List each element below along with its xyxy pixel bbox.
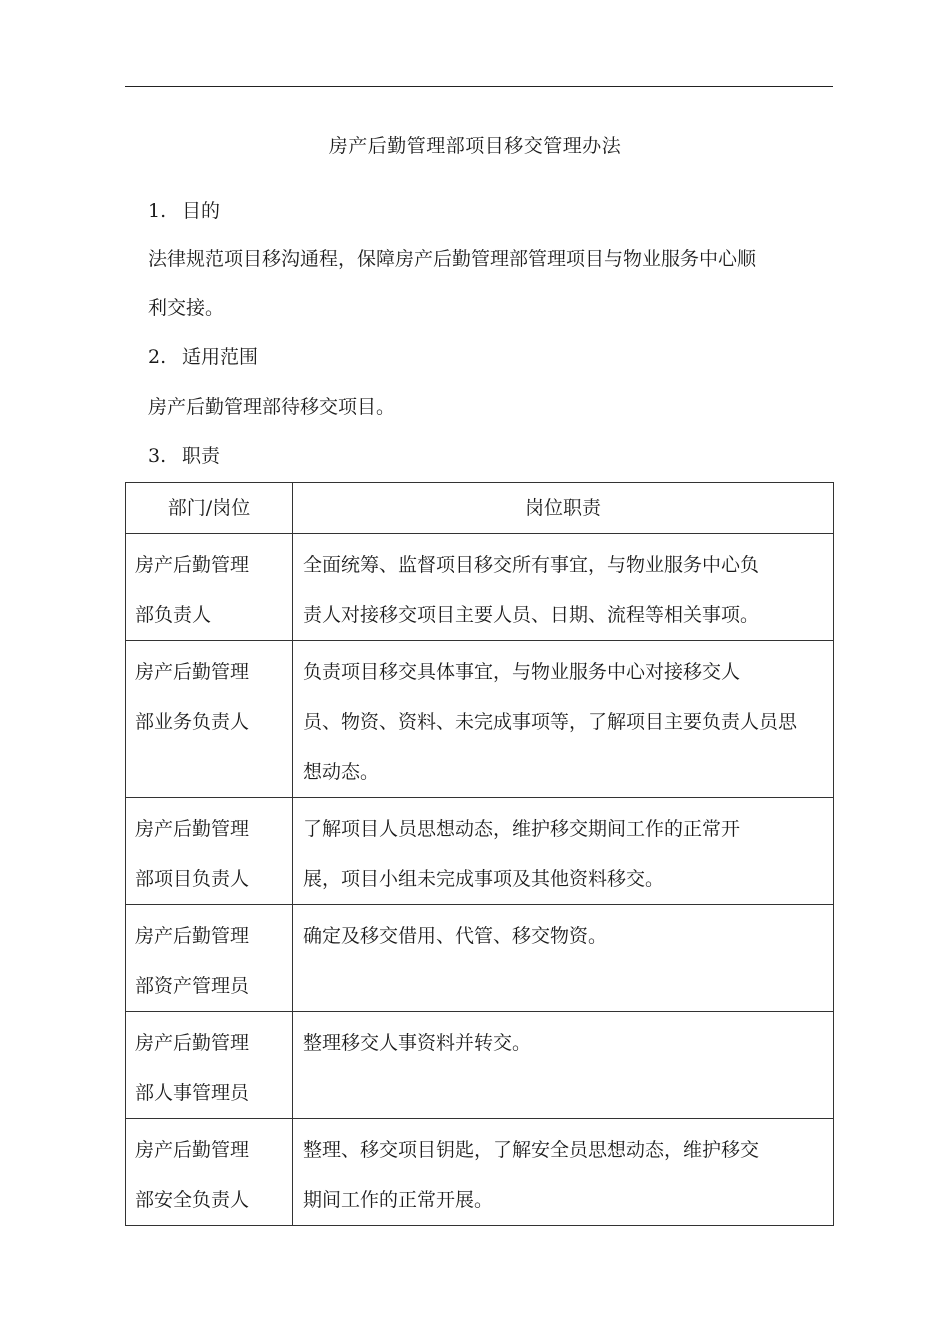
duty-text: 整理、移交项目钥匙，了解安全员思想动态，维护移交 xyxy=(303,1139,760,1161)
header-rule xyxy=(125,86,833,87)
section-2-title: 适用范围 xyxy=(182,346,259,368)
dept-cell xyxy=(126,1012,293,1119)
table-row xyxy=(126,905,834,1012)
duty-text: 想动态。 xyxy=(303,761,380,783)
dept-text: 房产后勤管理 xyxy=(135,554,250,576)
duty-text: 了解项目人员思想动态，维护移交期间工作的正常开 xyxy=(303,818,741,840)
table-row xyxy=(126,534,834,641)
dept-text: 房产后勤管理 xyxy=(135,661,250,683)
section-1-number: 1. xyxy=(148,200,167,222)
document-title: 房产后勤管理部项目移交管理办法 xyxy=(328,135,622,157)
dept-text: 部资产管理员 xyxy=(135,975,250,997)
section-3-title: 职责 xyxy=(182,445,221,467)
table-header-dept: 部门/岗位 xyxy=(126,483,293,534)
section-1-body-line-1: 法律规范项目移沟通程，保障房产后勤管理部管理项目与物业服务中心顺 xyxy=(148,248,757,270)
dept-text: 房产后勤管理 xyxy=(135,925,250,947)
section-1-body-line-2: 利交接。 xyxy=(148,297,225,319)
table-header-row xyxy=(126,483,834,534)
dept-cell xyxy=(126,641,293,798)
dept-text: 房产后勤管理 xyxy=(135,1139,250,1161)
duty-text: 全面统筹、监督项目移交所有事宜，与物业服务中心负 xyxy=(303,554,760,576)
dept-cell xyxy=(126,1119,293,1226)
duty-text: 负责项目移交具体事宜，与物业服务中心对接移交人 xyxy=(303,661,741,683)
section-3-number: 3. xyxy=(148,445,167,467)
table-row xyxy=(126,1012,834,1119)
section-1-heading xyxy=(148,198,220,224)
duty-cell xyxy=(293,905,834,1012)
duty-text: 期间工作的正常开展。 xyxy=(303,1189,494,1211)
duty-cell xyxy=(293,1012,834,1119)
duty-cell xyxy=(293,1119,834,1226)
section-2-number: 2. xyxy=(148,346,167,368)
duty-text: 责人对接移交项目主要人员、日期、流程等相关事项。 xyxy=(303,604,760,626)
dept-text: 部负责人 xyxy=(135,604,212,626)
dept-text: 部安全负责人 xyxy=(135,1189,250,1211)
section-3-heading xyxy=(148,443,220,469)
dept-text: 部人事管理员 xyxy=(135,1082,250,1104)
dept-cell xyxy=(126,905,293,1012)
section-2-heading xyxy=(148,344,258,370)
dept-cell xyxy=(126,798,293,905)
table-row xyxy=(126,641,834,798)
section-2-body: 房产后勤管理部待移交项目。 xyxy=(148,396,396,418)
table-row xyxy=(126,1119,834,1226)
dept-text: 房产后勤管理 xyxy=(135,818,250,840)
dept-text: 部项目负责人 xyxy=(135,868,250,890)
duty-cell xyxy=(293,641,834,798)
table-header-duty: 岗位职责 xyxy=(293,483,834,534)
section-1-title: 目的 xyxy=(182,200,221,222)
duties-table xyxy=(125,482,834,1226)
duty-text: 整理移交人事资料并转交。 xyxy=(303,1032,532,1054)
duty-text: 展，项目小组未完成事项及其他资料移交。 xyxy=(303,868,665,890)
duty-cell xyxy=(293,534,834,641)
dept-cell xyxy=(126,534,293,641)
dept-text: 房产后勤管理 xyxy=(135,1032,250,1054)
duty-cell xyxy=(293,798,834,905)
duty-text: 确定及移交借用、代管、移交物资。 xyxy=(303,925,608,947)
table-row xyxy=(126,798,834,905)
duty-text: 员、物资、资料、未完成事项等，了解项目主要负责人员思 xyxy=(303,711,798,733)
dept-text: 部业务负责人 xyxy=(135,711,250,733)
